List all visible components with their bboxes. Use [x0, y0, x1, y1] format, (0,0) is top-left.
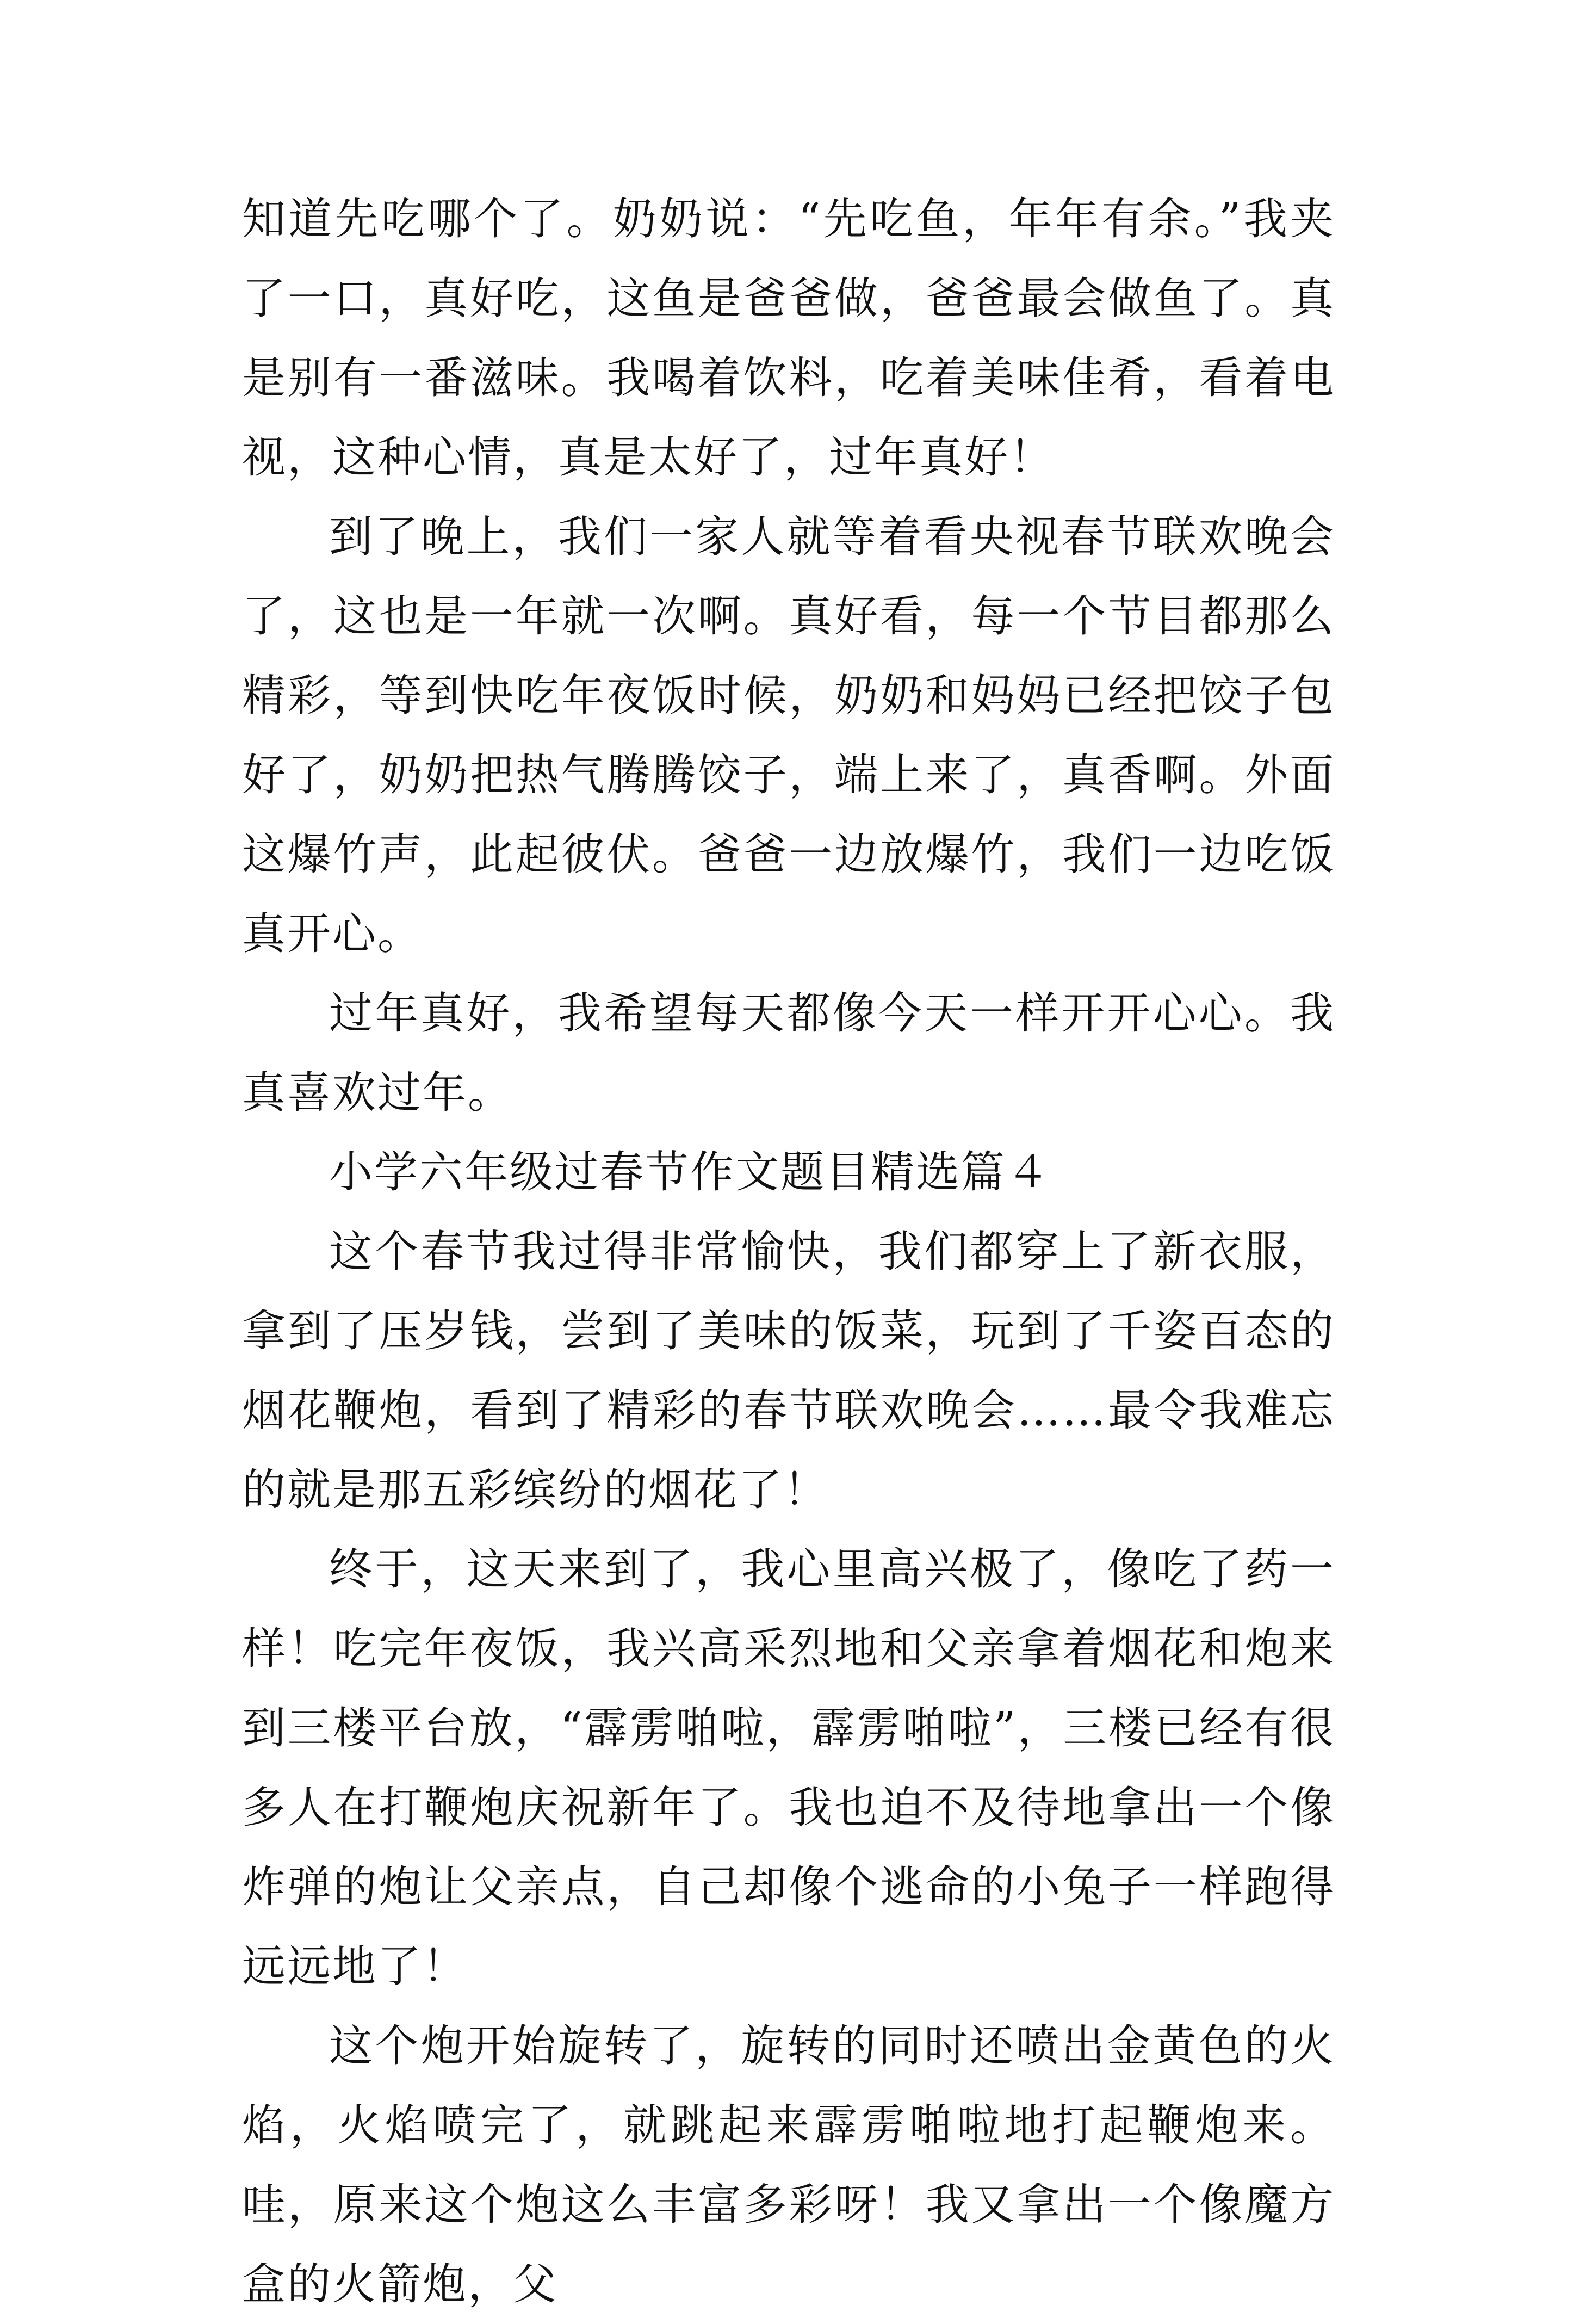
paragraph-2: 到了晚上，我们一家人就等着看央视春节联欢晚会了，这也是一年就一次啊。真好看，每一个节目都那么精彩，等到快吃年夜饭时候，奶奶和妈妈已经把饺子包好了，奶奶把热气腾腾饺子，端上来了，真香啊。外面这爆竹声，此起彼伏。爸爸一边放爆竹，我们一边吃饭真开心。: [242, 511, 1335, 959]
section-paragraph-3: 这个炮开始旋转了，旋转的同时还喷出金黄色的火焰，火焰喷完了，就跳起来霹雳啪啦地打起鞭炮来。哇，原来这个炮这么丰富多彩呀！我又拿出一个像魔方盒的火箭炮，父: [242, 2020, 1335, 2309]
section-title: 小学六年级过春节作文题目精选篇４: [329, 1147, 1051, 1197]
section-paragraph-1: 这个春节我过得非常愉快，我们都穿上了新衣服，拿到了压岁钱，尝到了美味的饭菜，玩到了千姿百态的烟花鞭炮，看到了精彩的春节联欢晚会……最令我难忘的就是那五彩缤纷的烟花了！: [242, 1226, 1335, 1515]
essay-text: [242, 180, 1335, 2324]
paragraph-3: 过年真好，我希望每天都像今天一样开开心心。我真喜欢过年。: [242, 988, 1335, 1118]
paragraph-1: 知道先吃哪个了。奶奶说：“先吃鱼，年年有余。”我夹了一口，真好吃，这鱼是爸爸做，爸爸最会做鱼了。真是别有一番滋味。我喝着饮料，吃着美味佳肴，看着电视，这种心情，真是太好了，过年真好！: [242, 194, 1335, 483]
section-paragraph-2: 终于，这天来到了，我心里高兴极了，像吃了药一样！吃完年夜饭，我兴高采烈地和父亲拿着烟花和炮来到三楼平台放，“霹雳啪啦，霹雳啪啦”，三楼已经有很多人在打鞭炮庆祝新年了。我也迫不及待地拿出一个像炸弹的炮让父亲点，自己却像个逃命的小兔子一样跑得远远地了！: [242, 1544, 1335, 1992]
